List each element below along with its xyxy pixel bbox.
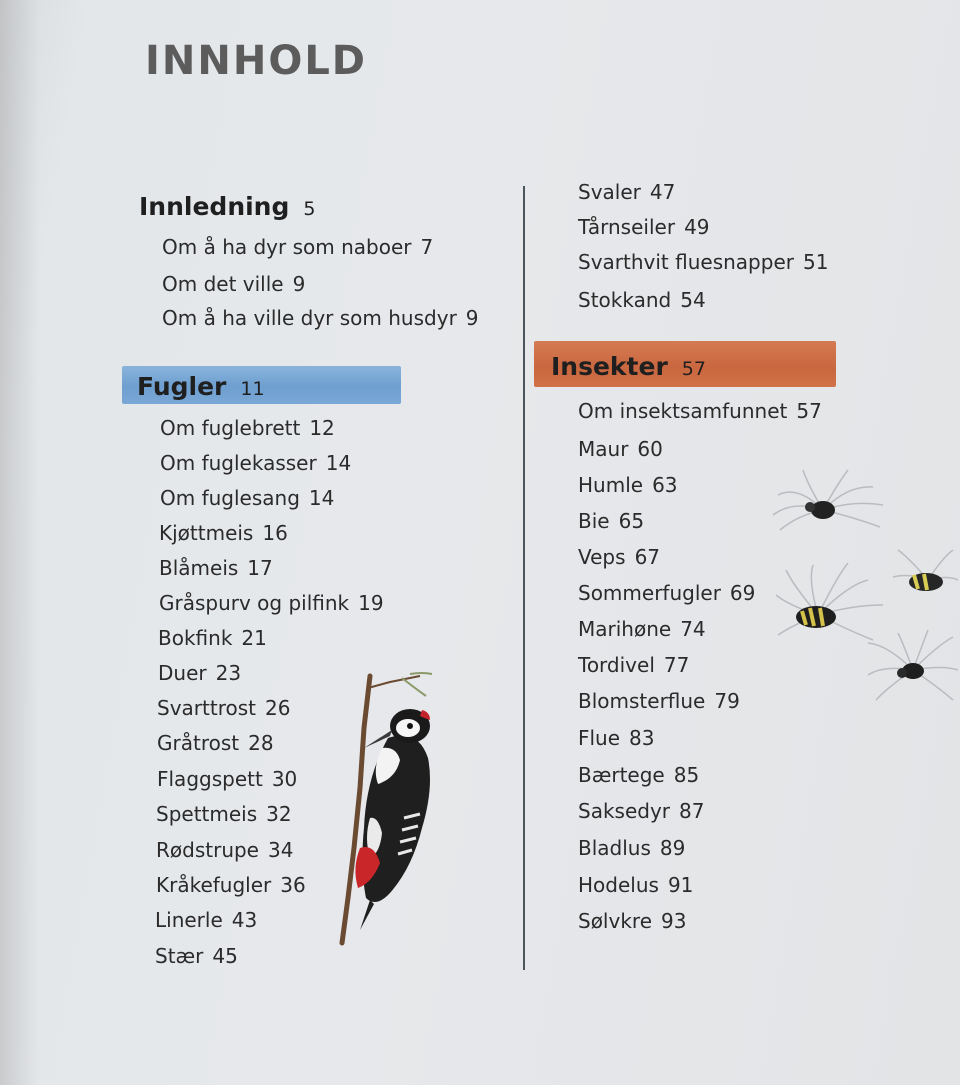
entry-label: Om det ville — [162, 272, 284, 296]
toc-entry[interactable] — [578, 909, 686, 933]
toc-entry[interactable] — [160, 451, 351, 475]
toc-entry[interactable] — [578, 437, 663, 461]
entry-label: Om fuglebrett — [160, 416, 301, 440]
entry-label: Om fuglesang — [160, 486, 300, 510]
entry-page: 57 — [796, 399, 822, 423]
entry-page: 79 — [714, 689, 740, 713]
insect-illustration — [768, 465, 958, 710]
toc-entry[interactable] — [155, 908, 257, 932]
entry-label: Hodelus — [578, 873, 659, 897]
entry-label: Svarttrost — [157, 696, 256, 720]
entry-page: 69 — [729, 581, 756, 605]
entry-page: 49 — [684, 215, 710, 239]
toc-entry[interactable] — [159, 591, 384, 615]
entry-page: 67 — [634, 545, 661, 569]
entry-label: Gråtrost — [157, 731, 240, 755]
entry-label: Tordivel — [578, 653, 655, 677]
entry-page: 7 — [420, 235, 434, 259]
entry-label: Sølvkre — [578, 909, 652, 933]
entry-page: 74 — [680, 617, 706, 641]
section-heading-fugler[interactable] — [137, 372, 265, 401]
entry-page: 34 — [268, 838, 294, 862]
toc-entry[interactable] — [578, 545, 660, 569]
entry-label: Kjøttmeis — [159, 521, 254, 545]
entry-page: 28 — [248, 731, 274, 755]
entry-page: 26 — [264, 696, 291, 720]
toc-entry[interactable] — [578, 250, 828, 274]
entry-label: Marihøne — [578, 617, 672, 641]
entry-label: Gråspurv og pilfink — [159, 591, 350, 615]
entry-page: 43 — [231, 908, 258, 932]
entry-page: 65 — [618, 509, 645, 533]
entry-page: 9 — [292, 272, 306, 296]
entry-label: Maur — [578, 437, 629, 461]
entry-label: Stokkand — [578, 288, 672, 312]
toc-entry[interactable] — [156, 802, 292, 826]
entry-label: Duer — [158, 661, 207, 685]
entry-page: 83 — [629, 726, 655, 750]
section-title: Innledning — [139, 192, 290, 221]
entry-label: Humle — [578, 473, 644, 497]
page-shadow — [0, 0, 40, 1085]
toc-entry[interactable] — [578, 689, 740, 713]
entry-label: Linerle — [155, 908, 223, 932]
toc-entry[interactable] — [578, 399, 822, 423]
toc-entry[interactable] — [160, 416, 335, 440]
entry-page: 47 — [649, 180, 676, 204]
entry-label: Bladlus — [578, 836, 651, 860]
toc-entry[interactable] — [160, 486, 334, 510]
entry-page: 14 — [325, 451, 352, 475]
entry-label: Blåmeis — [159, 556, 239, 580]
entry-page: 60 — [637, 437, 663, 461]
entry-page: 16 — [262, 521, 288, 545]
toc-entry[interactable] — [578, 509, 644, 533]
toc-entry[interactable] — [156, 873, 306, 897]
toc-entry[interactable] — [162, 306, 479, 330]
entry-page: 36 — [280, 873, 306, 897]
entry-page: 77 — [663, 653, 690, 677]
toc-entry[interactable] — [578, 726, 655, 750]
toc-entry[interactable] — [578, 215, 710, 239]
entry-label: Flue — [578, 726, 621, 750]
entry-page: 63 — [652, 473, 678, 497]
section-heading-innledning[interactable] — [139, 192, 315, 221]
entry-page: 93 — [661, 909, 687, 933]
toc-entry[interactable] — [157, 696, 290, 720]
entry-page: 23 — [215, 661, 242, 685]
entry-page: 17 — [247, 556, 273, 580]
entry-label: Om fuglekasser — [160, 451, 317, 475]
entry-label: Rødstrupe — [156, 838, 259, 862]
toc-entry[interactable] — [578, 836, 685, 860]
entry-label: Svaler — [578, 180, 641, 204]
entry-label: Sommerfugler — [578, 581, 721, 605]
entry-page: 32 — [266, 802, 292, 826]
toc-entry[interactable] — [157, 731, 274, 755]
toc-entry[interactable] — [578, 617, 706, 641]
toc-entry[interactable] — [155, 944, 238, 968]
entry-page: 9 — [465, 306, 479, 330]
entry-label: Tårnseiler — [578, 215, 676, 239]
entry-label: Om å ha ville dyr som husdyr — [162, 306, 457, 330]
section-page: 5 — [303, 198, 316, 220]
entry-page: 19 — [358, 591, 384, 615]
entry-label: Spettmeis — [156, 802, 258, 826]
toc-entry[interactable] — [156, 838, 293, 862]
entry-page: 89 — [659, 836, 686, 860]
toc-entry[interactable] — [578, 799, 704, 823]
entry-label: Bærtege — [578, 763, 665, 787]
entry-page: 87 — [679, 799, 705, 823]
toc-entry[interactable] — [158, 626, 267, 650]
section-heading-insekter[interactable] — [551, 352, 706, 381]
entry-label: Veps — [578, 545, 626, 569]
toc-entry[interactable] — [159, 521, 288, 545]
toc-entry[interactable] — [159, 556, 273, 580]
column-divider — [523, 186, 525, 970]
entry-label: Saksedyr — [578, 799, 671, 823]
toc-entry[interactable] — [578, 763, 699, 787]
entry-label: Svarthvit fluesnapper — [578, 250, 794, 274]
entry-label: Om å ha dyr som naboer — [162, 235, 412, 259]
entry-page: 21 — [241, 626, 267, 650]
toc-entry[interactable] — [578, 288, 706, 312]
section-page: 57 — [681, 358, 706, 380]
entry-label: Bie — [578, 509, 610, 533]
entry-page: 85 — [673, 763, 700, 787]
toc-entry[interactable] — [162, 272, 305, 296]
entry-label: Blomsterflue — [578, 689, 706, 713]
toc-entry[interactable] — [578, 873, 693, 897]
toc-entry[interactable] — [578, 653, 689, 677]
entry-label: Kråkefugler — [156, 873, 272, 897]
entry-page: 12 — [309, 416, 335, 440]
entry-label: Om insektsamfunnet — [578, 399, 788, 423]
entry-page: 30 — [271, 767, 298, 791]
woodpecker-illustration — [330, 668, 445, 948]
toc-entry[interactable] — [578, 180, 675, 204]
entry-label: Flaggspett — [157, 767, 263, 791]
entry-label: Stær — [155, 944, 204, 968]
entry-page: 45 — [212, 944, 238, 968]
toc-entry[interactable] — [578, 581, 755, 605]
page-title: INNHOLD — [145, 38, 368, 84]
toc-entry[interactable] — [158, 661, 241, 685]
entry-label: Bokfink — [158, 626, 233, 650]
entry-page: 54 — [680, 288, 706, 312]
toc-entry[interactable] — [157, 767, 297, 791]
toc-entry[interactable] — [578, 473, 678, 497]
section-page: 11 — [240, 378, 265, 400]
section-title: Insekter — [551, 352, 668, 381]
toc-entry[interactable] — [162, 235, 433, 259]
entry-page: 91 — [667, 873, 694, 897]
section-title: Fugler — [137, 372, 227, 401]
entry-page: 14 — [308, 486, 335, 510]
entry-page: 51 — [802, 250, 829, 274]
